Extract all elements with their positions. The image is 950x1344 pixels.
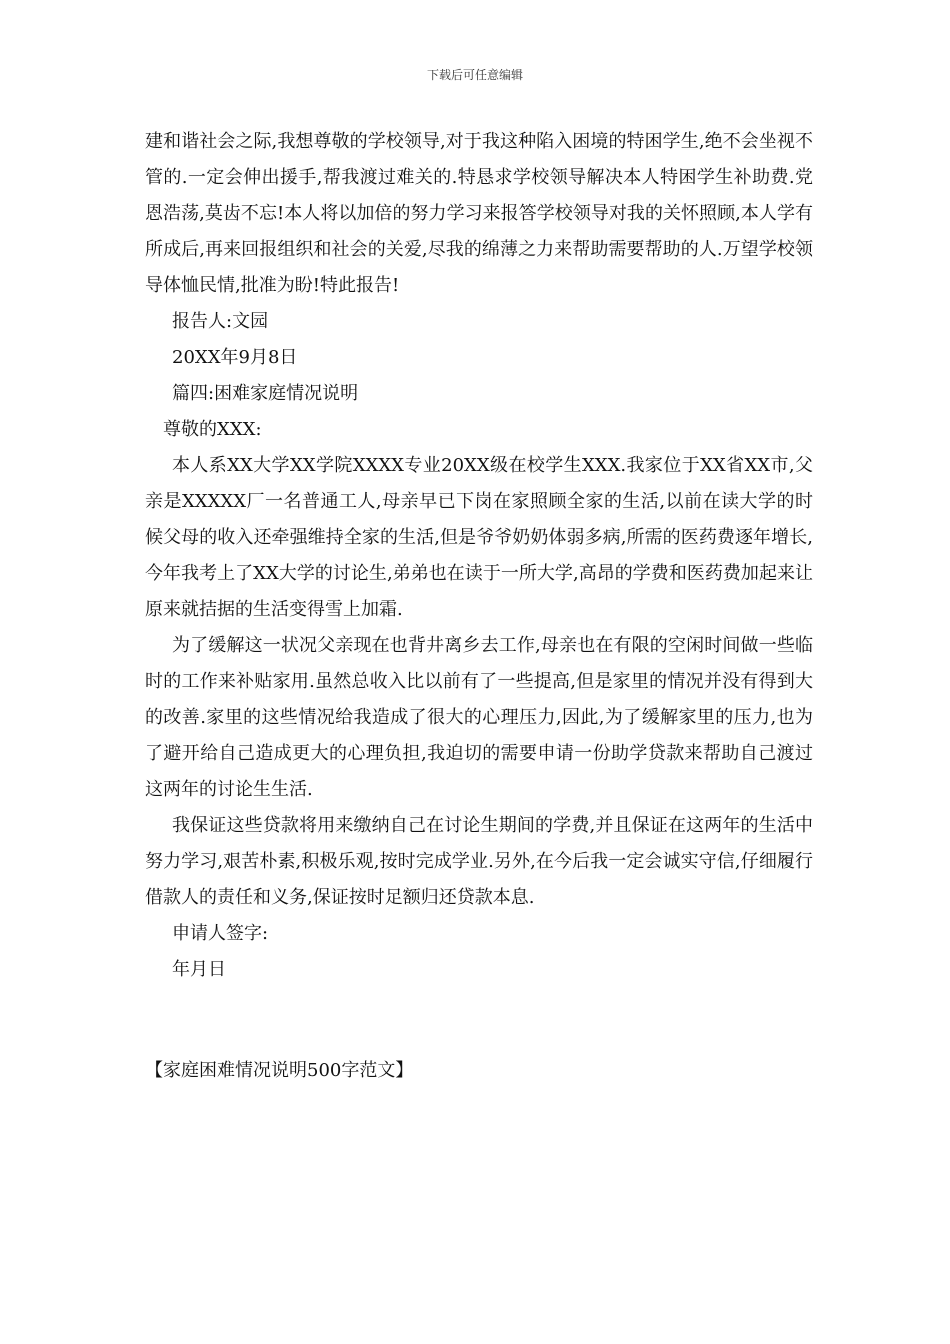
paragraph-closing-appeal: 建和谐社会之际,我想尊敬的学校领导,对于我这种陷入困境的特困学生,绝不会坐视不管的.一定会伸出援手,帮我渡过难关的.特恳求学校领导解决本人特困学生补助费.党恩浩荡,莫齿不忘!本人将以加倍的努力学习来报答学校领导对我的关怀照顾,本人学有所成后,再来回报组织和社会的关爱,尽我的绵薄之力来帮助需要帮助的人.万望学校领导体恤民情,批准为盼!特此报告! bbox=[145, 131, 813, 296]
salutation: 尊敬的XXX: bbox=[163, 419, 262, 440]
footer-title: 【家庭困难情况说明500字范文】 bbox=[145, 1060, 414, 1081]
reporter-line: 报告人:文园 bbox=[172, 311, 269, 332]
paragraph-guarantee: 我保证这些贷款将用来缴纳自己在讨论生期间的学费,并且保证在这两年的生活中努力学习,艰苦朴素,积极乐观,按时完成学业.另外,在今后我一定会诚实守信,仔细履行借款人的责任和义务,保证按时足额归还贷款本息. bbox=[145, 815, 813, 908]
report-date: 20XX年9月8日 bbox=[172, 347, 298, 368]
paragraph-family-background: 本人系XX大学XX学院XXXX专业20XX级在校学生XXX.我家位于XX省XX市,父亲是XXXXX厂一名普通工人,母亲早已下岗在家照顾全家的生活,以前在读大学的时候父母的收入还牵强维持全家的生活,但是爷爷奶奶体弱多病,所需的医药费逐年增长,今年我考上了XX大学的讨论生,弟弟也在读于一所大学,高昂的学费和医药费加起来让原来就拮据的生活变得雪上加霜. bbox=[145, 455, 813, 620]
section-title: 篇四:困难家庭情况说明 bbox=[172, 383, 359, 404]
page-header: 下载后可任意编辑 bbox=[426, 68, 523, 82]
paragraph-loan-reason: 为了缓解这一状况父亲现在也背井离乡去工作,母亲也在有限的空闲时间做一些临时的工作来补贴家用.虽然总收入比以前有了一些提高,但是家里的情况并没有得到大的改善.家里的这些情况给我造成了很大的心理压力,因此,为了缓解家里的压力,也为了避开给自己造成更大的心理负担,我迫切的需要申请一份助学贷款来帮助自己渡过这两年的讨论生生活. bbox=[145, 635, 813, 800]
applicant-signature: 申请人签字: bbox=[172, 923, 269, 944]
signature-date: 年月日 bbox=[172, 959, 226, 980]
document-body bbox=[145, 124, 813, 988]
